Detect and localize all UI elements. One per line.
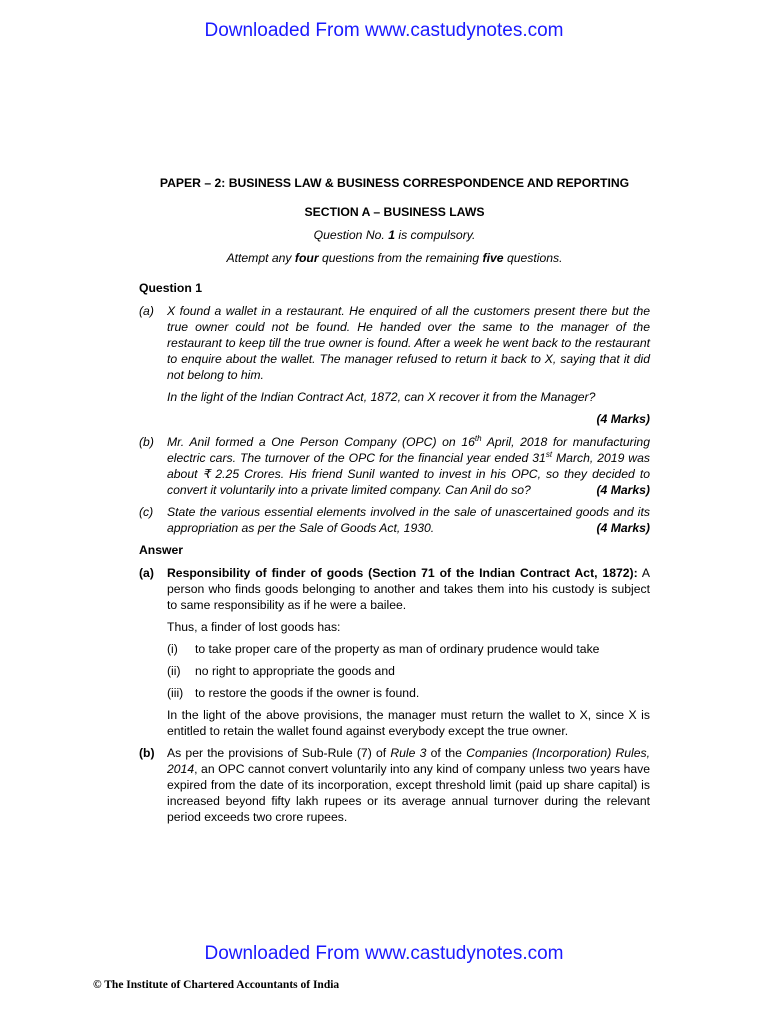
answer-a-point-1: (i) to take proper care of the property as man of ordinary prudence would take [167,642,600,656]
question-c-marks: (4 Marks) [596,521,650,535]
question-a [139,303,650,383]
question-a-label: (a) [139,304,154,318]
answer-a-point-2: (ii) no right to appropriate the goods and [167,664,395,678]
answer-a [139,565,650,613]
question-a-text: X found a wallet in a restaurant. He enquired of all the customers present there but the true owner could not be found. He handed over the same to the manager of the restaurant to keep till the true owner is found. After a week he went back to the restaurant to enquire about the wallet. The manager refused to return it back to X, saying that it did not belong to him. [167,304,650,382]
question-heading: Question 1 [139,281,202,295]
question-a-marks: (4 Marks) [596,412,650,426]
section-title: SECTION A – BUSINESS LAWS [304,205,485,219]
compulsory-note: Question No. 1 is compulsory. [313,228,476,242]
exam-paper [139,175,650,831]
answer-a-text: Responsibility of finder of goods (Section 71 of the Indian Contract Act, 1872): A person who finds goods belonging to another and takes them into his custody is subject to same responsibility as if he were a bailee. [167,566,651,612]
question-c-label: (c) [139,505,154,519]
answer-b [139,745,650,825]
copyright-footer: © The Institute of Chartered Accountants of India [93,979,340,991]
download-banner-bottom[interactable]: Downloaded From www.castudynotes.com [204,943,564,964]
question-b-text: Mr. Anil formed a One Person Company (OPC) on 16th April, 2018 for manufacturing electric cars. The turnover of the OPC for the financial year ended 31st March, 2019 was about ₹ 2.25 Crores. His friend Sunil wanted to invest in his OPC, so they decided to convert it voluntarily into a private limited company. Can Anil do so? (4 Marks) [167,433,650,497]
answer-a-conclusion: In the light of the above provisions, the manager must return the wallet to X, since X is entitled to retain the wallet found against everybody except the true owner. [167,708,650,738]
question-c-text: State the various essential elements involved in the sale of unascertained goods and its appropriation as per the Sale of Goods Act, 1930. (4 Marks) [167,505,650,535]
answer-a-point-3: (iii) to restore the goods if the owner is found. [167,686,420,700]
question-c [139,504,650,536]
answer-a-label: (a) [139,566,154,580]
download-banner-top[interactable]: Downloaded From www.castudynotes.com [204,20,564,41]
answer-b-label: (b) [139,746,155,760]
question-b-label: (b) [139,435,154,449]
answer-heading: Answer [139,543,184,557]
question-a-query: In the light of the Indian Contract Act, 1872, can X recover it from the Manager? [167,390,596,404]
attempt-instruction: Attempt any four questions from the remaining five questions. [226,251,563,265]
answer-a-thus: Thus, a finder of lost goods has: [167,620,341,634]
paper-title: PAPER – 2: BUSINESS LAW & BUSINESS CORRESPONDENCE AND REPORTING [159,176,630,190]
question-b-marks: (4 Marks) [596,483,650,497]
answer-b-text: As per the provisions of Sub-Rule (7) of Rule 3 of the Companies (Incorporation) Rules, 2014, an OPC cannot convert voluntarily into any kind of company unless two years have expired from the date of its incorporation, except threshold limit (paid up share capital) is increased beyond fifty lakh rupees or its average annual turnover during the relevant period exceeds two crore rupees. [167,746,651,824]
question-b [139,434,650,498]
